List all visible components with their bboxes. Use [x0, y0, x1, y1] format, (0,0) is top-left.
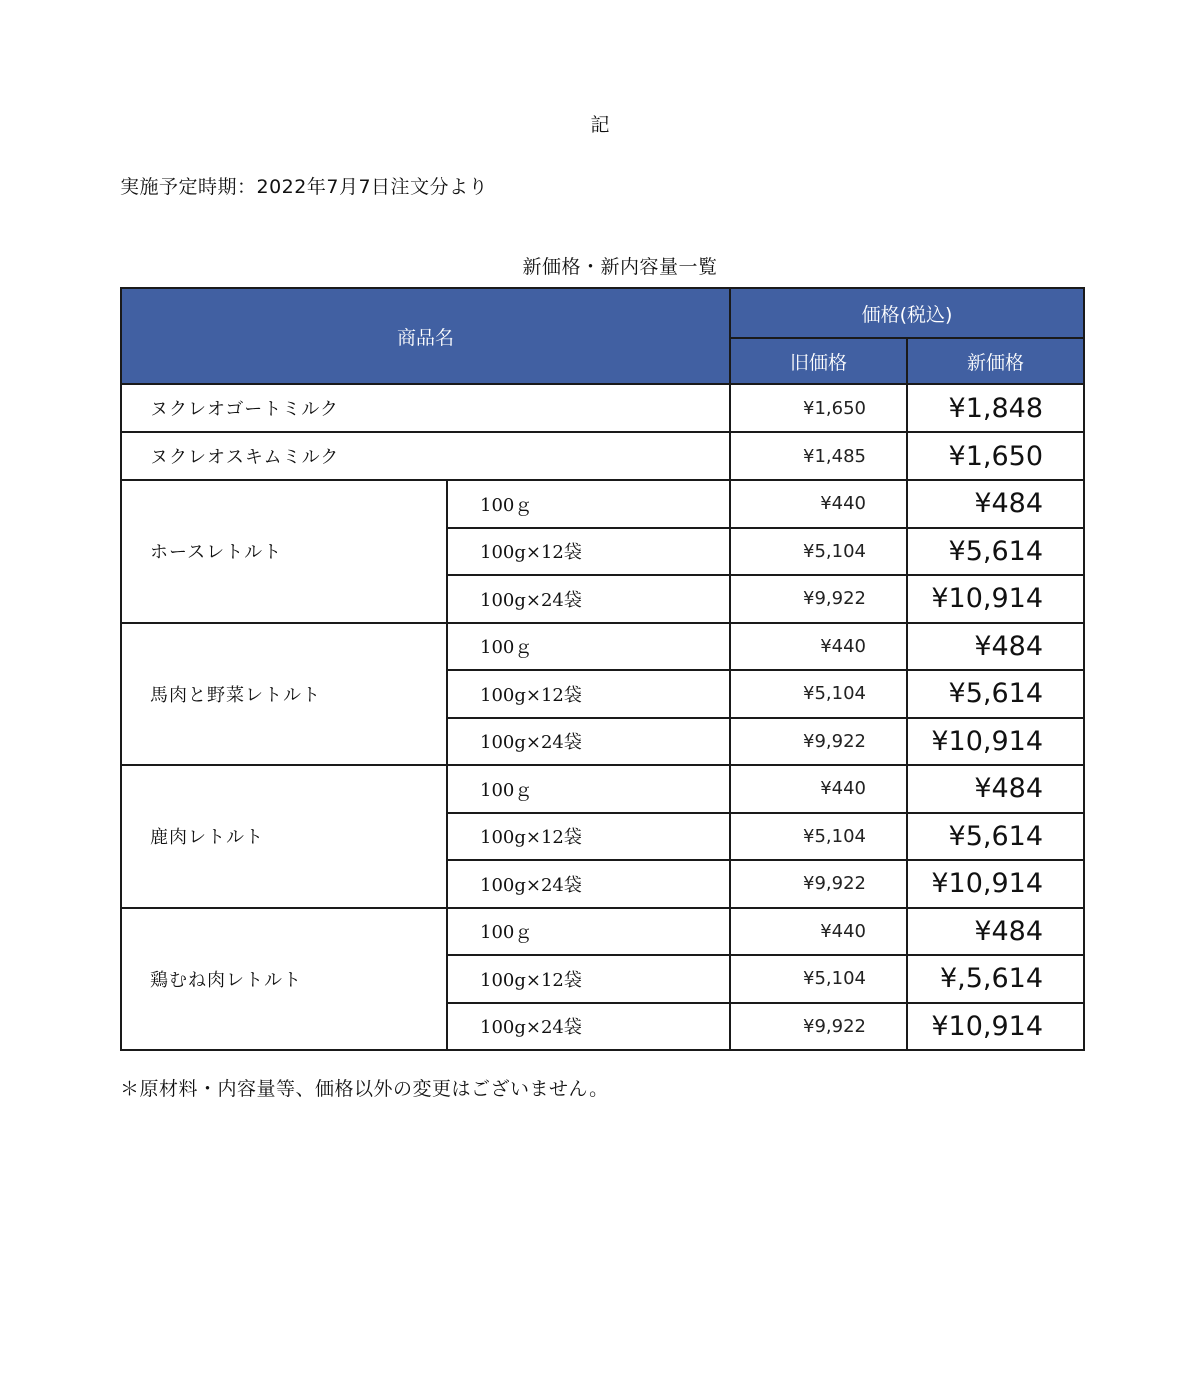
new-price: ¥10,914 [907, 575, 1084, 623]
table-row [121, 908, 1084, 956]
header-old-price: 旧価格 [730, 338, 907, 384]
new-price: ¥5,614 [907, 813, 1084, 861]
table-row [121, 623, 1084, 671]
footnote: ＊原材料・内容量等、価格以外の変更はございません。 [120, 1078, 609, 1100]
new-price: ¥10,914 [907, 860, 1084, 908]
size: 100g×12袋 [447, 528, 730, 576]
size: 100ｇ [447, 480, 730, 528]
new-price: ¥1,650 [907, 432, 1084, 480]
new-price: ¥484 [907, 623, 1084, 671]
old-price: ¥9,922 [730, 718, 907, 766]
new-price: ¥1,848 [907, 384, 1084, 432]
size: 100g×12袋 [447, 670, 730, 718]
new-price: ¥484 [907, 908, 1084, 956]
size: 100g×24袋 [447, 718, 730, 766]
new-price: ¥10,914 [907, 718, 1084, 766]
table-body [121, 384, 1084, 1050]
old-price: ¥5,104 [730, 670, 907, 718]
old-price: ¥9,922 [730, 575, 907, 623]
table-row [121, 384, 1084, 432]
old-price: ¥1,485 [730, 432, 907, 480]
old-price: ¥1,650 [730, 384, 907, 432]
size: 100g×24袋 [447, 1003, 730, 1051]
price-table [120, 287, 1085, 1051]
new-price: ¥5,614 [907, 670, 1084, 718]
product-name: 馬肉と野菜レトルト [121, 623, 447, 766]
schedule-text: 実施予定時期：2022年7月7日注文分より [120, 176, 489, 198]
old-price: ¥9,922 [730, 1003, 907, 1051]
size: 100ｇ [447, 623, 730, 671]
header-price-group: 価格(税込) [730, 288, 1084, 338]
header-new-price: 新価格 [907, 338, 1084, 384]
new-price: ¥484 [907, 480, 1084, 528]
size: 100g×12袋 [447, 955, 730, 1003]
product-name: ヌクレオゴートミルク [121, 384, 730, 432]
new-price: ¥484 [907, 765, 1084, 813]
document-heading: 記 [590, 114, 610, 136]
old-price: ¥5,104 [730, 528, 907, 576]
product-name: 鹿肉レトルト [121, 765, 447, 908]
size: 100ｇ [447, 908, 730, 956]
new-price: ¥5,614 [907, 528, 1084, 576]
size: 100ｇ [447, 765, 730, 813]
product-name: 鶏むね肉レトルト [121, 908, 447, 1051]
table-row [121, 765, 1084, 813]
old-price: ¥440 [730, 480, 907, 528]
old-price: ¥5,104 [730, 955, 907, 1003]
old-price: ¥440 [730, 908, 907, 956]
product-name: ヌクレオスキムミルク [121, 432, 730, 480]
header-product-name: 商品名 [121, 288, 730, 384]
size: 100g×24袋 [447, 575, 730, 623]
old-price: ¥440 [730, 623, 907, 671]
product-name: ホースレトルト [121, 480, 447, 623]
table-row [121, 432, 1084, 480]
table-row [121, 480, 1084, 528]
old-price: ¥5,104 [730, 813, 907, 861]
table-caption: 新価格・新内容量一覧 [522, 256, 718, 278]
old-price: ¥9,922 [730, 860, 907, 908]
new-price: ¥,5,614 [907, 955, 1084, 1003]
new-price: ¥10,914 [907, 1003, 1084, 1051]
size: 100g×12袋 [447, 813, 730, 861]
size: 100g×24袋 [447, 860, 730, 908]
old-price: ¥440 [730, 765, 907, 813]
